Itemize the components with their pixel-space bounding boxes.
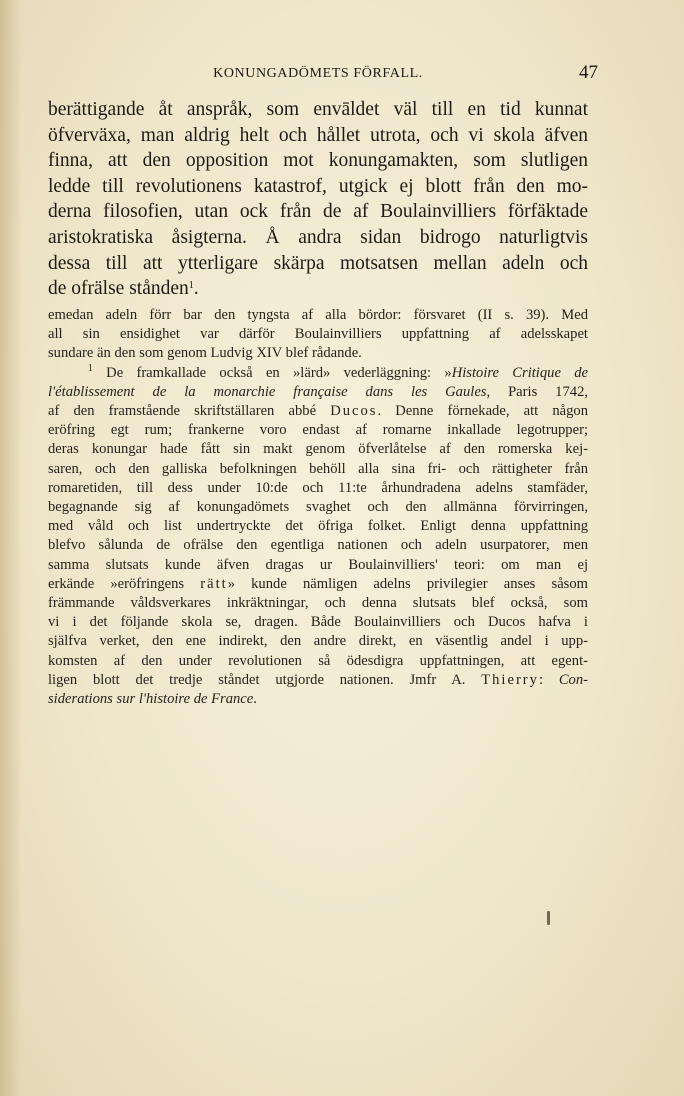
footnote-text: » kunde nämligen adelns privilegier anses såsom [227,575,588,592]
footnote-line [48,402,588,421]
body-last-end: . [193,278,199,300]
footnote-text: : [538,671,559,688]
footnote-text: af den framstående skriftställaren abbé [48,403,331,420]
footnote-line: komsten af den under revolutionen så ödesdigra uppfattningen, att egent- [48,652,588,669]
footnote-line: själfva verket, den ene indirekt, den andre direkt, en väsentlig andel i upp- [48,633,588,650]
footnote-text: De framkallade också en »lärd» vederläggning: » [106,364,452,381]
footnote-line: begagnande sig af konungadömets svaghet och den allmänna förvirringen, [48,499,588,516]
book-title: Con- [558,671,589,688]
footnote-line [48,364,588,383]
footnote-text: . [253,691,257,708]
footnote-line: med våld och list undertryckte det öfriga folket. Enligt denna uppfattning [48,518,588,535]
footnote-line: blefvo sålunda de ofrälse den egentliga nationen och adeln usurpatorer, men [48,537,588,554]
footnote-line: samma slutsats kunde äfven dragas ur Boulainvilliers' teori: om man ej [48,556,588,573]
body-line: dessa till att ytterligare skärpa motsatsen mellan adeln och [48,252,588,274]
book-title: l'établissement de la monarchie française dans les Gaules [48,383,487,400]
footnote-line: romaretiden, till dess under 10:de och 11:te århundradena adelns stamfäder, [48,479,588,496]
footnote-line [48,575,588,594]
body-line: aristokratiska åsigterna. Å andra sidan bidrogo naturligtvis [48,226,588,248]
footnote-line: all sin ensidighet var därför Boulainvilliers uppfattning af adelsskapet [48,326,588,343]
footnote-line: deras konungar hade fått sin makt genom öfverlåtelse af den romerska kej- [48,441,588,458]
author-name: Thierry [481,671,539,688]
spaced-word: rätt [200,575,228,592]
footnote-line: eröfring egt rum; frankerne voro endast af romarne inkallade legotrupper; [48,422,588,439]
footnotes [48,306,588,709]
running-head [48,62,598,86]
footnote-marker: 1 [87,362,93,374]
page-edge-shadow [0,0,22,1096]
body-line: berättigande åt anspråk, som envāldet väl till en tid kunnat [48,99,588,120]
body-line: derna filosofien, utan ock från de af Boulainvilliers förfäktade [48,201,588,223]
footnote-text: . Denne förnekade, att någon [377,403,588,420]
footnote-line [48,383,588,402]
book-title: siderations sur l'histoire de France [48,691,254,708]
ink-speck [547,911,550,925]
author-name: Ducos [330,403,378,420]
body-line: ledde till revolutionens katastrof, utgick ej blott från den mo- [48,175,588,197]
footnote-line: främmande våldsverkares inkräktningar, och denna slutsats blef också, som [48,595,588,612]
body-line [48,276,588,302]
running-title: KONUNGADÖMETS FÖRFALL. [213,66,423,81]
body-line: finna, att den opposition mot konungamakten, som slutligen [48,150,588,172]
footnote-text: , Paris 1742, [486,383,589,400]
body-last-text: de ofrälse stånden [48,278,189,300]
footnote-line [48,671,588,690]
footnote-line: sundare än den som genom Ludvig XIV blef rådande. [48,345,362,362]
footnote-line: saren, och den galliska befolkningen behöll alla sina fri- och rättigheter från [48,460,588,477]
footnote-text: erkände »eröfringens [48,575,201,592]
book-title: Histoire Critique de [451,364,588,381]
footnote-text: ligen blott det tredje ståndet utgjorde nationen. Jmfr A. [48,671,482,688]
footnote-line: vi i det följande skola se, dragen. Både Boulainvilliers och Ducos hafva i [48,614,588,631]
footnote-line [48,690,588,709]
page-number: 47 [579,62,598,83]
main-paragraph [48,97,588,302]
footnote-line: emedan adeln förr bar den tyngsta af alla bördor: försvaret (II s. 39). Med [48,307,588,323]
body-line: öfverväxa, man aldrig helt och hållet utrota, och vi skola äfven [48,124,588,146]
footnote-reference: 1 [188,280,194,292]
